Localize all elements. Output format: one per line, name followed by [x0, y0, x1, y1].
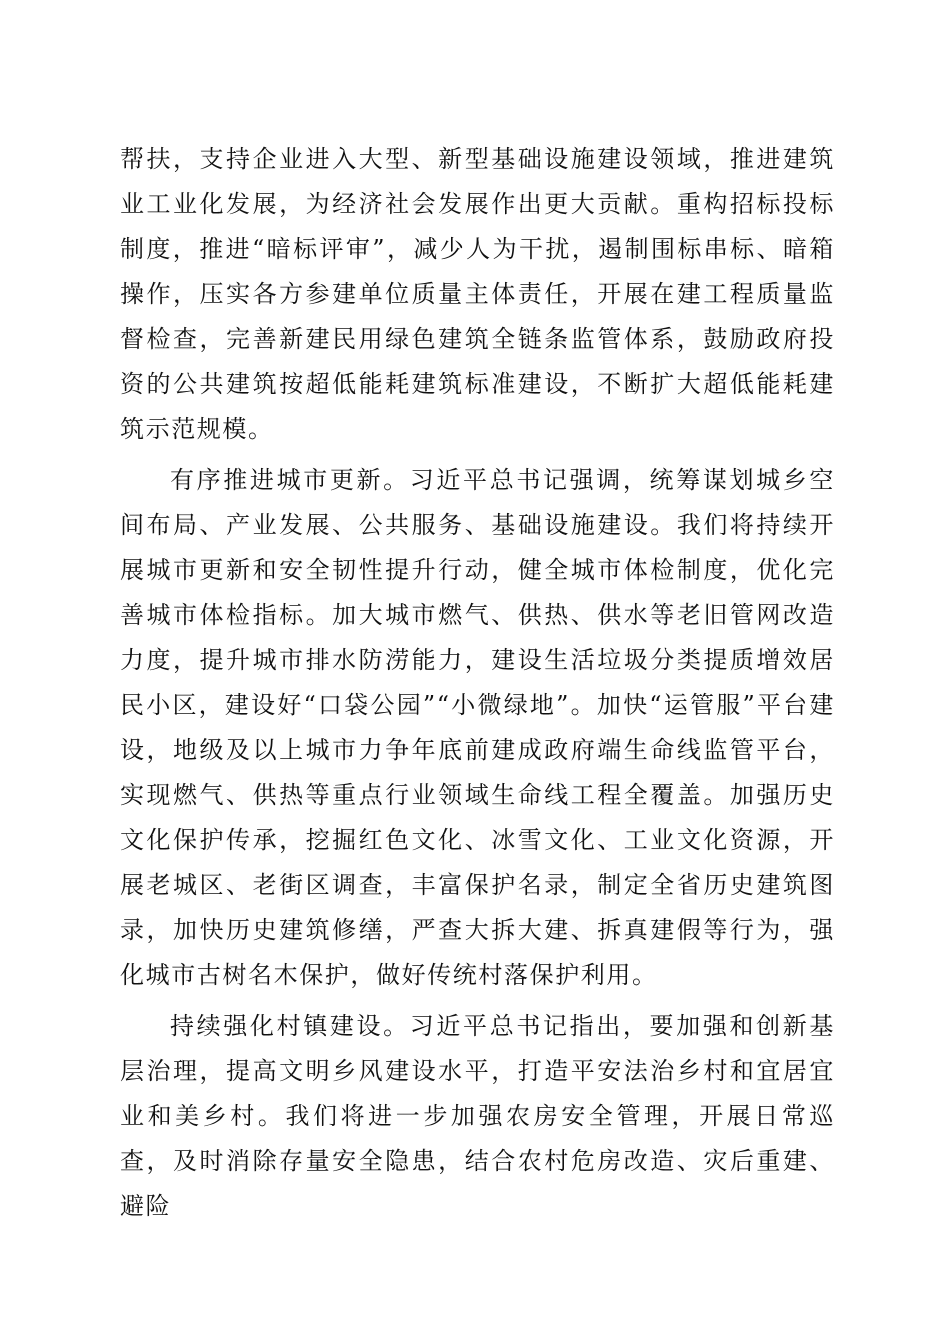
document-body [120, 137, 835, 1235]
paragraph-urban-renewal: 有序推进城市更新。习近平总书记强调，统筹谋划城乡空间布局、产业发展、公共服务、基础设施建设。我们将持续开展城市更新和安全韧性提升行动，健全城市体检制度，优化完善城市体检指标。加大城市燃气、供热、供水等老旧管网改造力度，提升城市排水防涝能力，建设生活垃圾分类提质增效居民小区，建设好“口袋公园”“小微绿地”。加快“运管服”平台建设，地级及以上城市力争年底前建成政府端生命线监管平台，实现燃气、供热等重点行业领域生命线工程全覆盖。加强历史文化保护传承，挖掘红色文化、冰雪文化、工业文化资源，开展老城区、老街区调查，丰富保护名录，制定全省历史建筑图录，加快历史建筑修缮，严查大拆大建、拆真建假等行为，强化城市古树名木保护，做好传统村落保护利用。 [120, 466, 835, 989]
paragraph-village-construction: 持续强化村镇建设。习近平总书记指出，要加强和创新基层治理，提高文明乡风建设水平，打造平安法治乡村和宜居宜业和美乡村。我们将进一步加强农房安全管理，开展日常巡查，及时消除存量安全隐患，结合农村危房改造、灾后重建、避险 [120, 1012, 835, 1220]
paragraph-continuation: 帮扶，支持企业进入大型、新型基础设施建设领域，推进建筑业工业化发展，为经济社会发展作出更大贡献。重构招标投标制度，推进“暗标评审”，减少人为干扰，遏制围标串标、暗箱操作，压实各方参建单位质量主体责任，开展在建工程质量监督检查，完善新建民用绿色建筑全链条监管体系，鼓励政府投资的公共建筑按超低能耗建筑标准建设，不断扩大超低能耗建筑示范规模。 [120, 145, 835, 443]
